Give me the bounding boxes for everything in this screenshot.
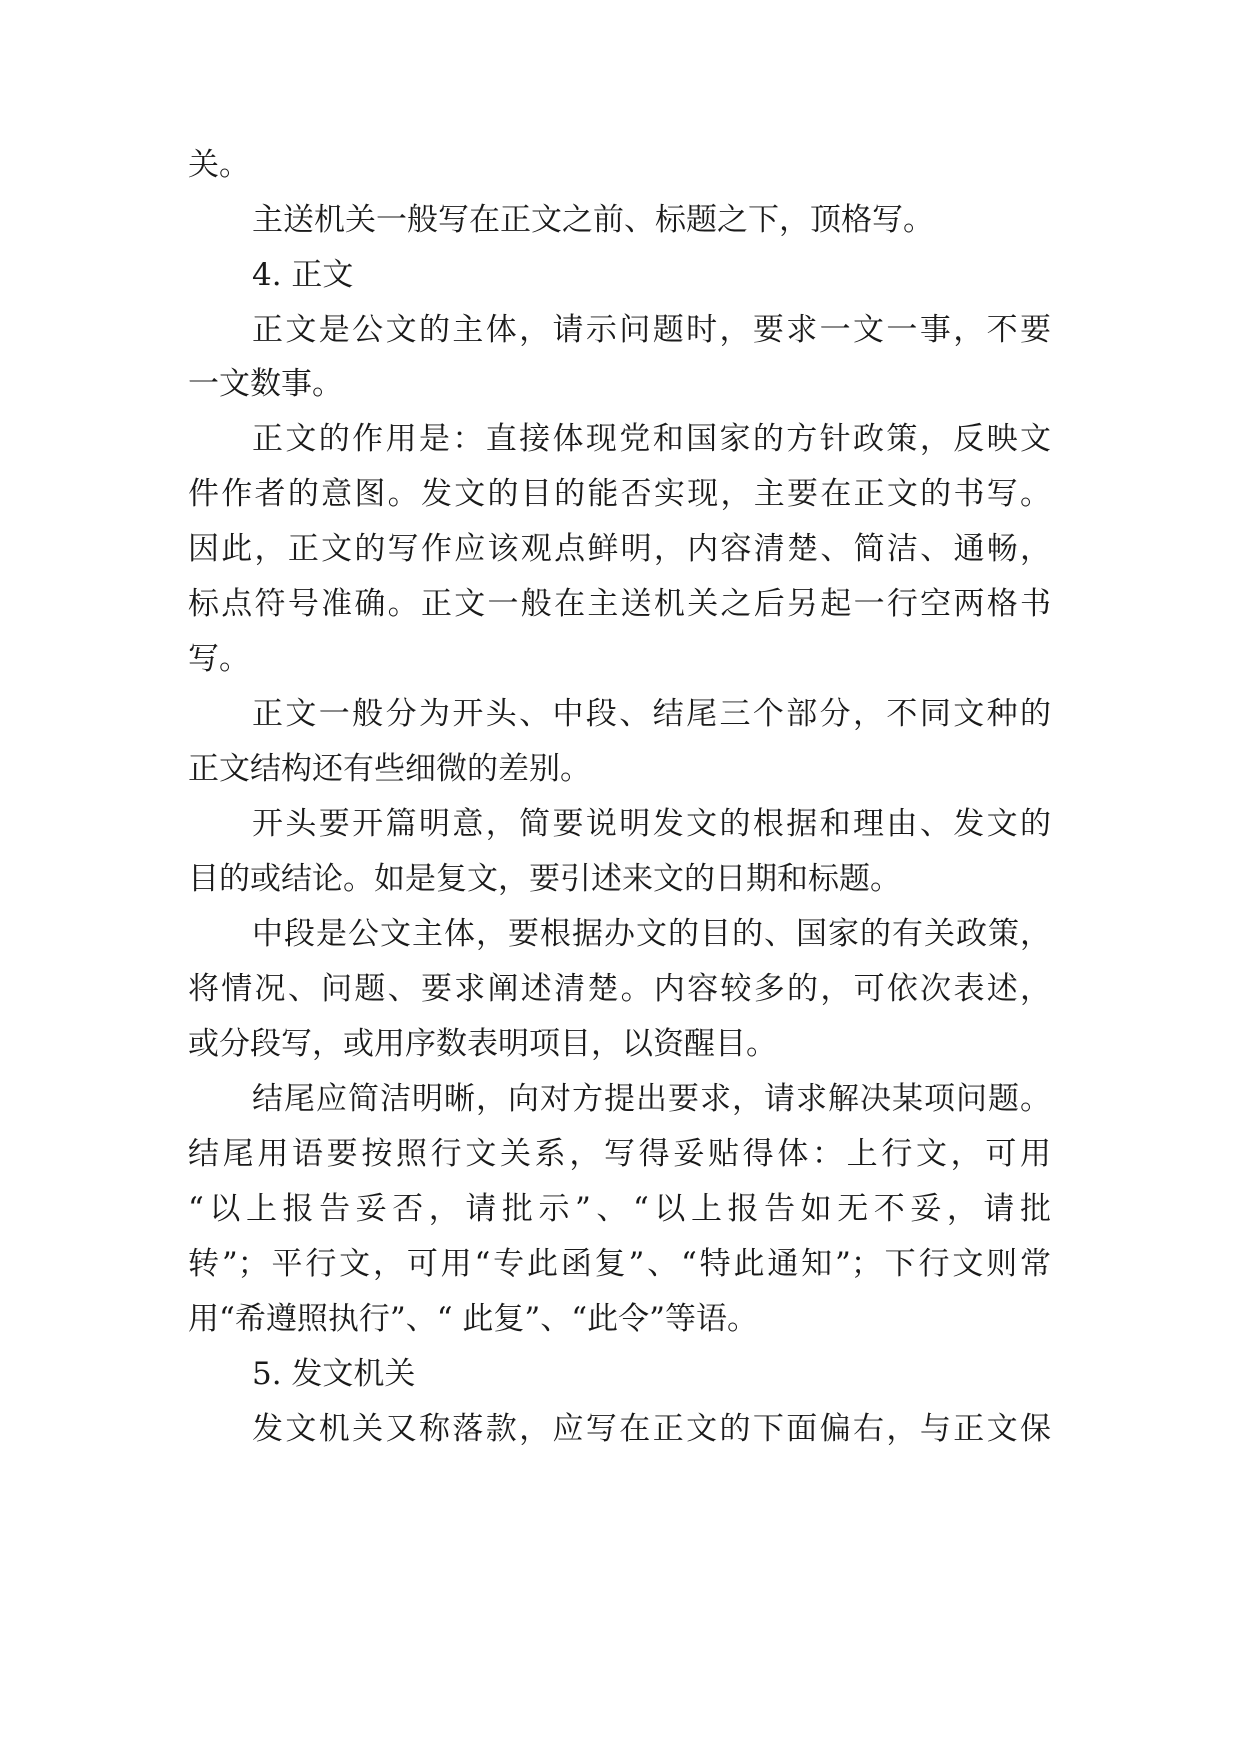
text-line: 关。: [188, 147, 250, 183]
section-heading: 4. 正文: [252, 257, 354, 293]
text-line: 将情况、问题、要求阐述清楚。内容较多的，可依次表述，: [188, 971, 1051, 1007]
text-line: 或分段写，或用序数表明项目，以资醒目。: [188, 1026, 777, 1062]
text-line: 发文机关又称落款，应写在正文的下面偏右，与正文保: [252, 1411, 1051, 1447]
text-line: 写。: [188, 641, 250, 677]
text-line: 正文的作用是：直接体现党和国家的方针政策，反映文: [252, 421, 1051, 457]
text-line: “以上报告妥否，请批示”、“以上报告如无不妥，请批: [188, 1191, 1051, 1227]
text-line: 正文结构还有些细微的差别。: [188, 751, 591, 787]
text-line: 因此，正文的写作应该观点鲜明，内容清楚、简洁、通畅，: [188, 531, 1051, 567]
section-heading: 5. 发文机关: [252, 1356, 416, 1392]
text-line: 一文数事。: [188, 366, 343, 402]
text-line: 用“希遵照执行”、“ 此复”、“此令”等语。: [188, 1301, 758, 1337]
text-line: 目的或结论。如是复文，要引述来文的日期和标题。: [188, 861, 901, 897]
text-line: 结尾应简洁明晰，向对方提出要求，请求解决某项问题。: [252, 1081, 1051, 1117]
text-line: 正文是公文的主体，请示问题时，要求一文一事，不要: [252, 312, 1051, 348]
text-line: 主送机关一般写在正文之前、标题之下，顶格写。: [252, 202, 934, 238]
text-line: 转”；平行文，可用“专此函复”、“特此通知”；下行文则常: [188, 1246, 1051, 1282]
text-line: 开头要开篇明意，简要说明发文的根据和理由、发文的: [252, 806, 1051, 842]
text-line: 标点符号准确。正文一般在主送机关之后另起一行空两格书: [188, 586, 1051, 622]
text-line: 中段是公文主体，要根据办文的目的、国家的有关政策，: [252, 916, 1051, 952]
text-line: 件作者的意图。发文的目的能否实现，主要在正文的书写。: [188, 476, 1051, 512]
text-line: 正文一般分为开头、中段、结尾三个部分，不同文种的: [252, 696, 1051, 732]
text-line: 结尾用语要按照行文关系，写得妥贴得体：上行文，可用: [188, 1136, 1051, 1172]
